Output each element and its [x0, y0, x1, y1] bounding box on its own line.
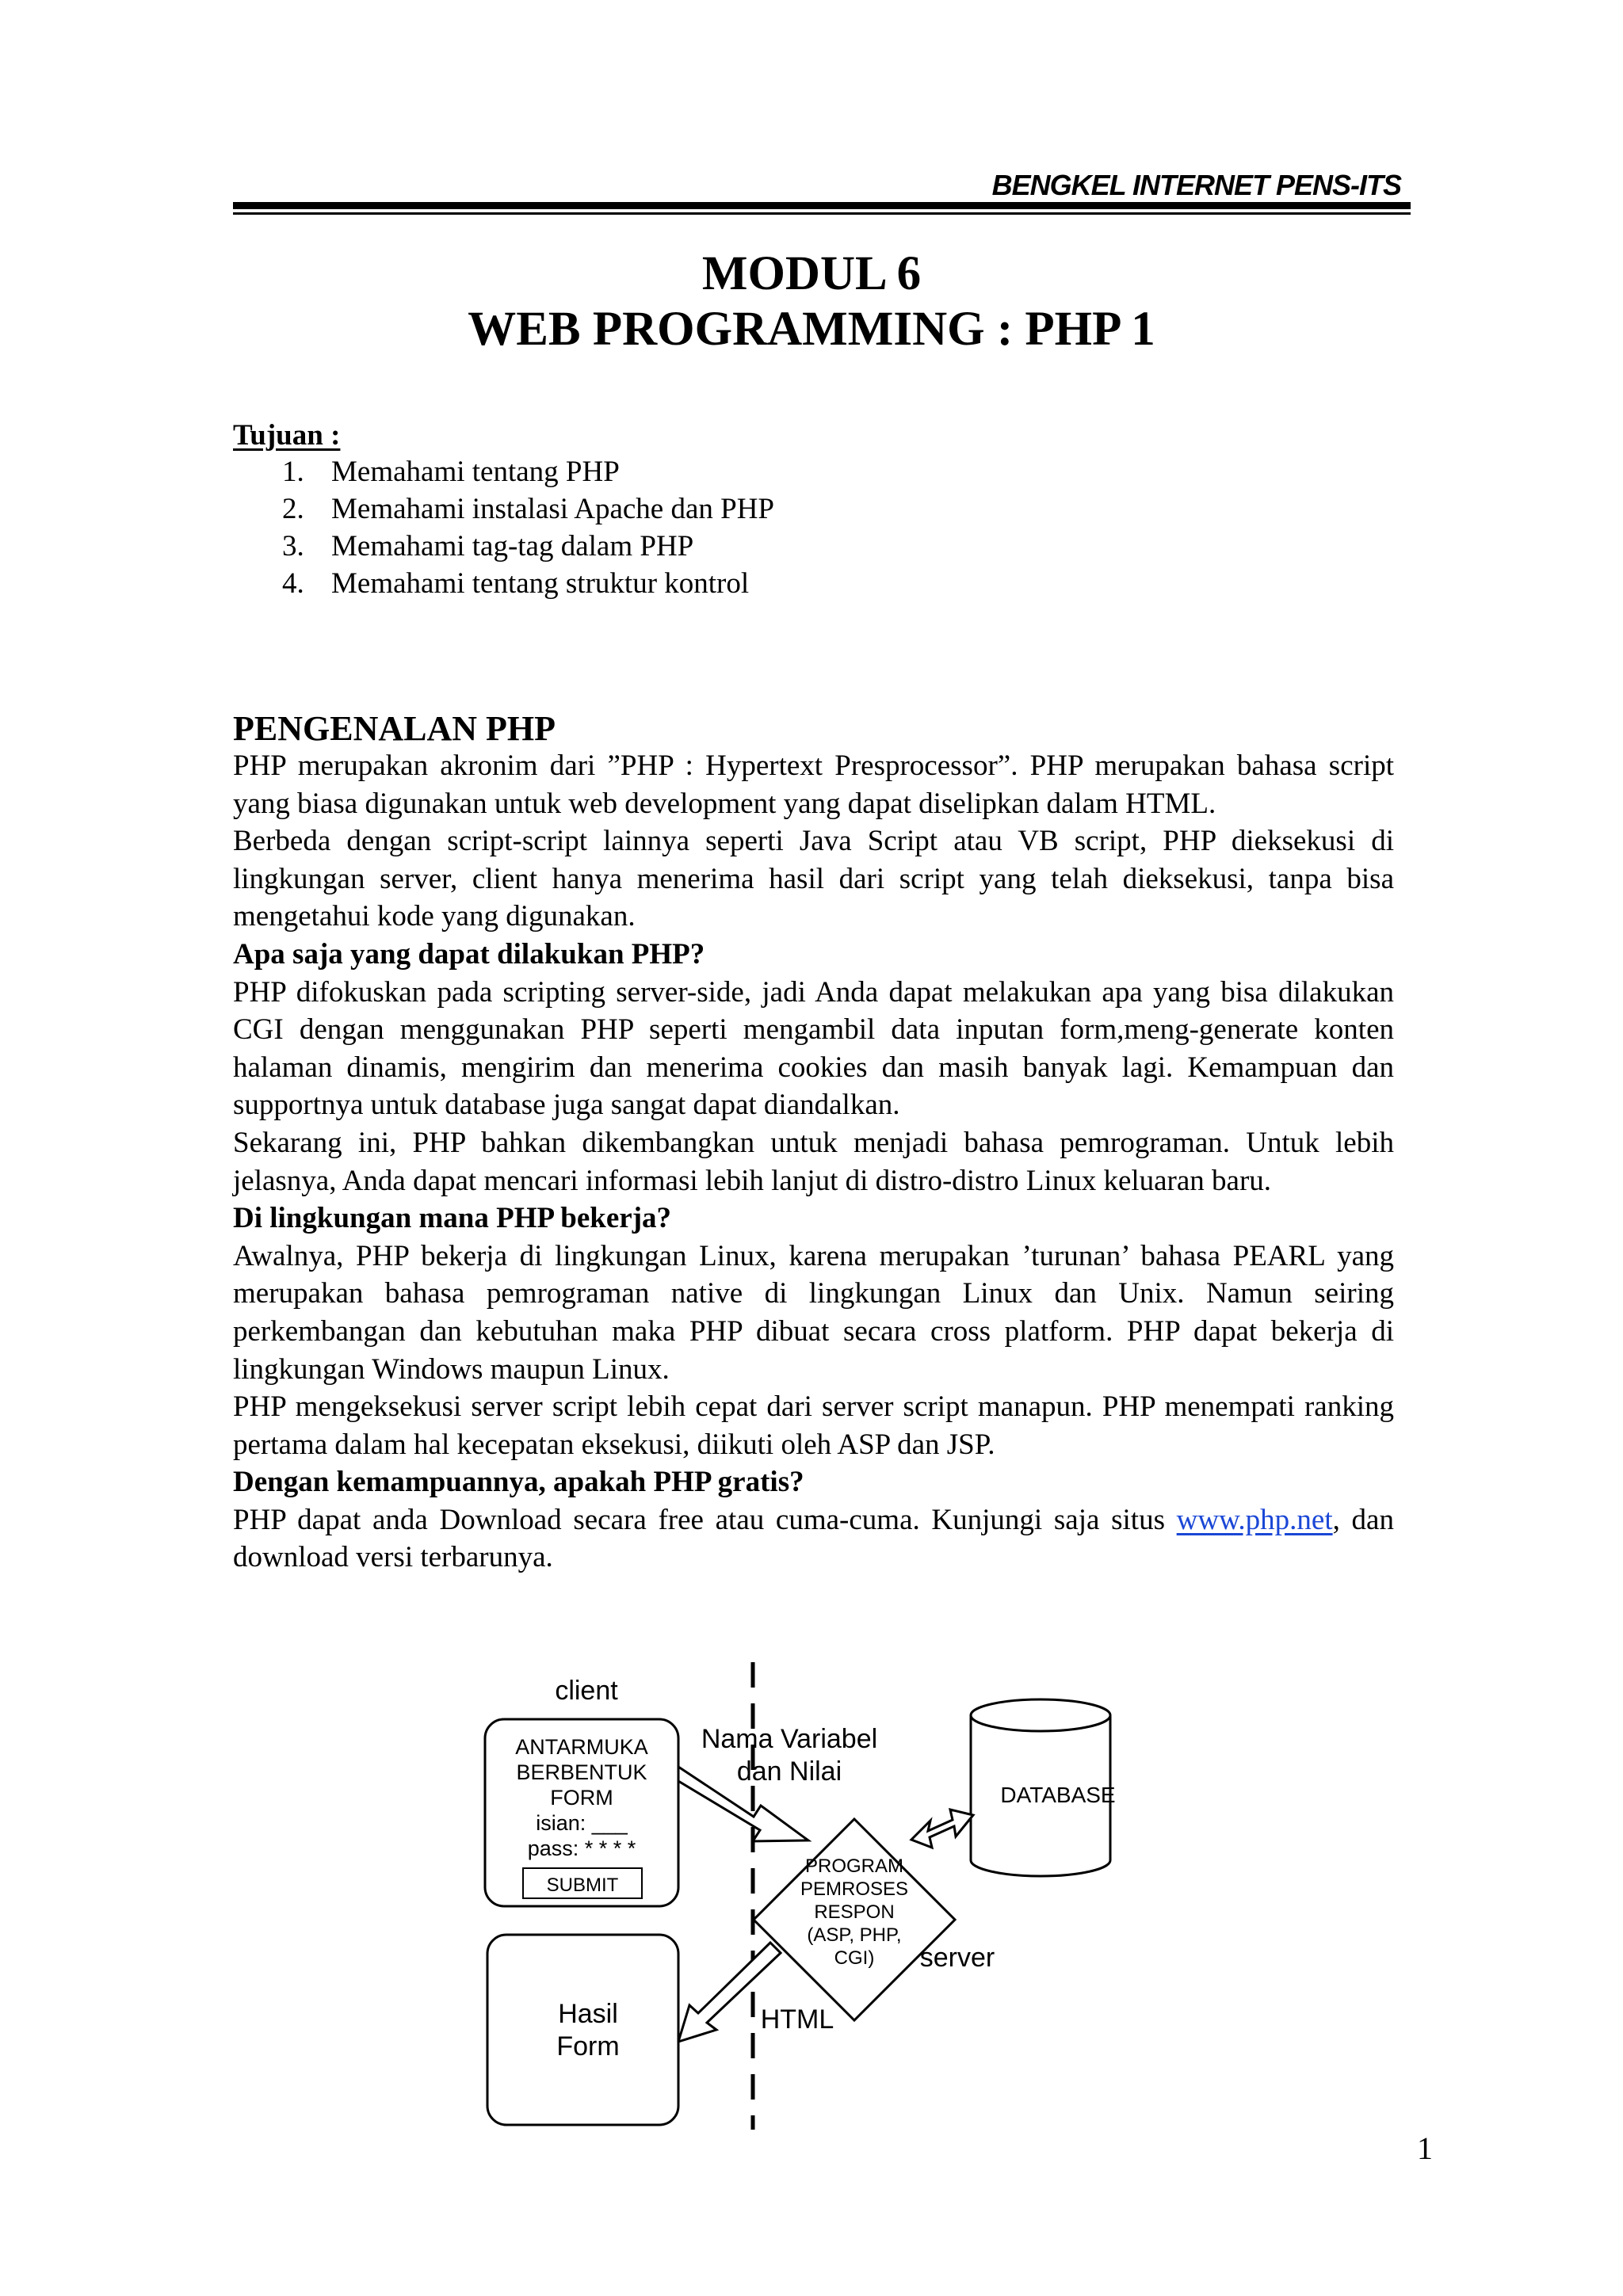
paragraph: Awalnya, PHP bekerja di lingkungan Linux, karena merupakan ’turunan’ bahasa PEARL yang merupakan bahasa pemrograman native di lingkungan Linux dan Unix. Namun seiring perkembangan dan kebutuhan maka PHP dibuat secara cross platform. PHP dapat bekerja di lingkungan Windows maupun Linux. — [233, 1239, 1394, 1386]
question-heading: Apa saja yang dapat dilakukan PHP? — [233, 937, 705, 971]
running-header: BENGKEL INTERNET PENS-ITS — [991, 169, 1401, 201]
paragraph: Sekarang ini, PHP bahkan dikembangkan untuk menjadi bahasa pemrograman. Untuk lebih jelasnya, Anda dapat mencari informasi lebih lanjut di distro-distro Linux keluaran baru. — [233, 1126, 1394, 1197]
arrow-label: Nama Variabel — [701, 1724, 878, 1754]
paragraph: PHP merupakan akronim dari ”PHP : Hypertext Presprocessor”. PHP merupakan bahasa script yang biasa digunakan untuk web development yang dapat diselipkan dalam HTML. — [233, 749, 1394, 820]
program-label: PEMROSES — [800, 1878, 909, 1900]
result-box-line: Form — [556, 2031, 620, 2061]
html-label: HTML — [760, 2004, 834, 2035]
question-heading: Dengan kemampuannya, apakah PHP gratis? — [233, 1466, 804, 1499]
objective-number: 2. — [282, 493, 304, 525]
submit-label: SUBMIT — [546, 1875, 619, 1896]
paragraph-text: , dan download versi terbarunya. — [233, 1503, 1394, 1574]
paragraph: Berbeda dengan script-script lainnya seperti Java Script atau VB script, PHP dieksekusi di lingkungan server, client hanya menerima hasil dari script yang telah dieksekusi, tanpa bisa mengetahui kode yang digunakan. — [233, 825, 1394, 933]
objective-text: Memahami tentang struktur kontrol — [331, 567, 750, 600]
paragraph: PHP mengeksekusi server script lebih cepat dari server script manapun. PHP menempati ranking pertama dalam hal kecepatan eksekusi, diikuti oleh ASP dan JSP. — [233, 1390, 1394, 1461]
database-arrow — [911, 1810, 973, 1848]
database-cylinder-top — [971, 1699, 1110, 1731]
form-box-line: BERBENTUK — [516, 1760, 647, 1784]
module-subtitle: WEB PROGRAMMING : PHP 1 — [468, 303, 1155, 356]
form-box-line: isian: ___ — [536, 1811, 628, 1835]
form-box-line: FORM — [550, 1786, 613, 1810]
client-label: client — [555, 1676, 618, 1706]
paragraph: PHP difokuskan pada scripting server-side, jadi Anda dapat melakukan apa yang bisa dilakukan CGI dengan menggunakan PHP seperti mengambil data inputan form,meng-generate konten halaman dinamis, mengirim dan menerima cookies dan masih banyak lagi. Kemampuan dan supportnya untuk database juga sangat dapat diandalkan. — [233, 975, 1394, 1122]
php-net-link[interactable]: www.php.net — [1176, 1503, 1333, 1536]
program-label: (ASP, PHP, — [807, 1924, 902, 1946]
result-form-box — [487, 1935, 678, 2125]
paragraph-text: PHP dapat anda Download secara free atau cuma-cuma. Kunjungi saja situs — [233, 1503, 1177, 1536]
objective-number: 1. — [282, 456, 304, 488]
result-box-line: Hasil — [558, 1999, 618, 2029]
server-label: server — [919, 1943, 995, 1973]
arrow-label: dan Nilai — [736, 1756, 842, 1787]
objective-text: Memahami instalasi Apache dan PHP — [331, 493, 775, 525]
objective-text: Memahami tentang PHP — [331, 456, 620, 488]
database-label: DATABASE — [1000, 1783, 1116, 1807]
module-title: MODUL 6 — [701, 247, 922, 300]
page-number: 1 — [1417, 2130, 1433, 2166]
objective-number: 4. — [282, 567, 304, 600]
program-label: RESPON — [814, 1901, 895, 1923]
program-label: CGI) — [834, 1947, 875, 1969]
objective-number: 3. — [282, 530, 304, 563]
section-heading: PENGENALAN PHP — [233, 709, 556, 748]
objective-text: Memahami tag-tag dalam PHP — [331, 530, 694, 563]
program-label: PROGRAM — [804, 1855, 904, 1877]
form-box-line: pass: * * * * — [527, 1836, 636, 1860]
question-heading: Di lingkungan mana PHP bekerja? — [233, 1202, 672, 1235]
form-box-line: ANTARMUKA — [515, 1735, 648, 1759]
objectives-label: Tujuan : — [233, 419, 341, 452]
